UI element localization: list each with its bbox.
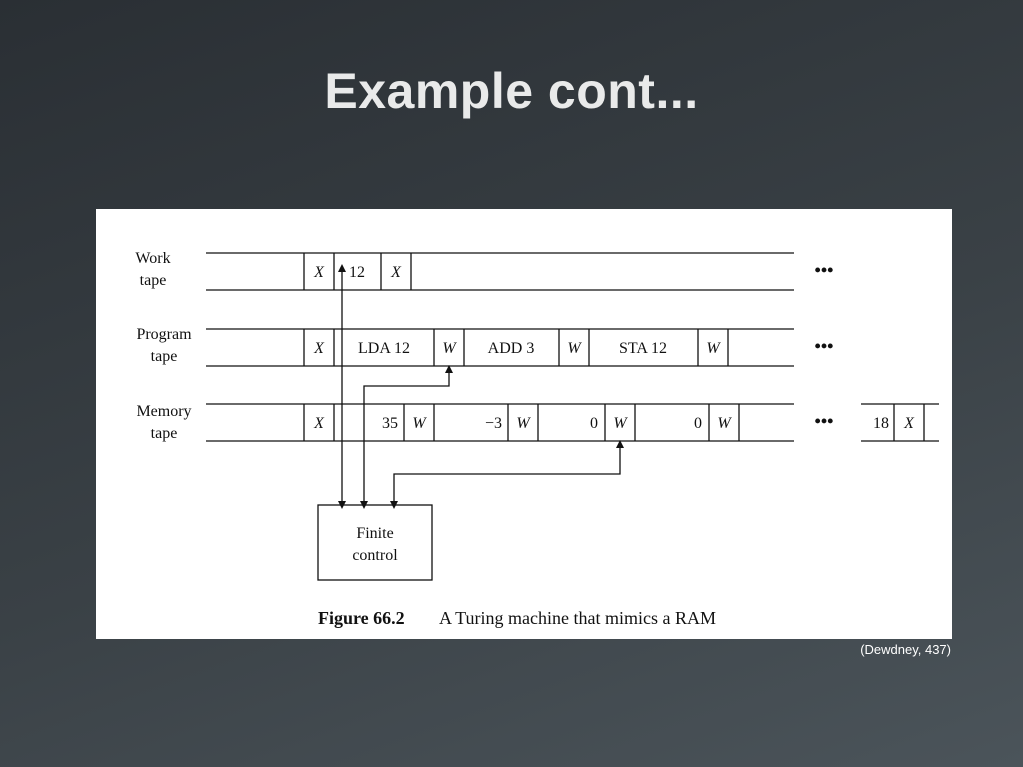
memory-cell: W bbox=[412, 415, 426, 432]
finite-control-label-line1: Finite bbox=[356, 525, 394, 542]
turing-machine-figure bbox=[96, 209, 952, 639]
program-cell: LDA 12 bbox=[358, 340, 410, 357]
memory-tape bbox=[136, 403, 939, 442]
figure-caption bbox=[318, 608, 716, 628]
program-tape bbox=[136, 326, 833, 366]
finite-control-box bbox=[318, 505, 432, 580]
memory-cell: W bbox=[516, 415, 530, 432]
memory-cell: X bbox=[314, 415, 324, 432]
memory-tape-label-line2: tape bbox=[150, 425, 178, 442]
program-cell: X bbox=[314, 340, 324, 357]
citation: (Dewdney, 437) bbox=[860, 642, 951, 657]
memory-head-arrow bbox=[394, 444, 620, 505]
memory-cell: W bbox=[613, 415, 627, 432]
program-cell: W bbox=[706, 340, 720, 357]
work-cell: 12 bbox=[349, 264, 365, 281]
program-cell: W bbox=[567, 340, 581, 357]
work-tape-label-line1: Work bbox=[135, 250, 171, 267]
memory-cell: 0 bbox=[694, 415, 702, 432]
work-cell: X bbox=[314, 264, 324, 281]
finite-control bbox=[318, 505, 432, 580]
memory-cell: X bbox=[904, 415, 914, 432]
program-cell: STA 12 bbox=[618, 340, 668, 357]
memory-cell: −3 bbox=[484, 415, 502, 432]
memory-tape-ellipsis: ••• bbox=[814, 411, 834, 431]
program-cell: ADD 3 bbox=[487, 340, 535, 357]
work-tape bbox=[135, 250, 833, 290]
program-tape-label-line2: tape bbox=[150, 348, 178, 365]
work-cell: X bbox=[391, 264, 401, 281]
memory-tape-label-line1: Memory bbox=[136, 403, 192, 420]
work-tape-ellipsis: ••• bbox=[814, 260, 834, 280]
memory-cell: 35 bbox=[382, 415, 398, 432]
program-tape-label-line1: Program bbox=[136, 326, 192, 343]
figure-caption-text: A Turing machine that mimics a RAM bbox=[439, 608, 716, 628]
finite-control-label-line2: control bbox=[352, 547, 398, 564]
program-head-arrow bbox=[364, 369, 449, 505]
work-tape-label-line2: tape bbox=[139, 272, 167, 289]
memory-cell: 0 bbox=[590, 415, 598, 432]
program-tape-ellipsis: ••• bbox=[814, 336, 834, 356]
memory-cell: 18 bbox=[873, 415, 889, 432]
turing-machine-diagram bbox=[96, 209, 952, 639]
memory-cell: W bbox=[717, 415, 731, 432]
head-connections bbox=[342, 268, 620, 505]
slide-title: Example cont... bbox=[324, 63, 699, 119]
program-cell: W bbox=[442, 340, 456, 357]
figure-caption-number: Figure 66.2 bbox=[318, 608, 405, 628]
